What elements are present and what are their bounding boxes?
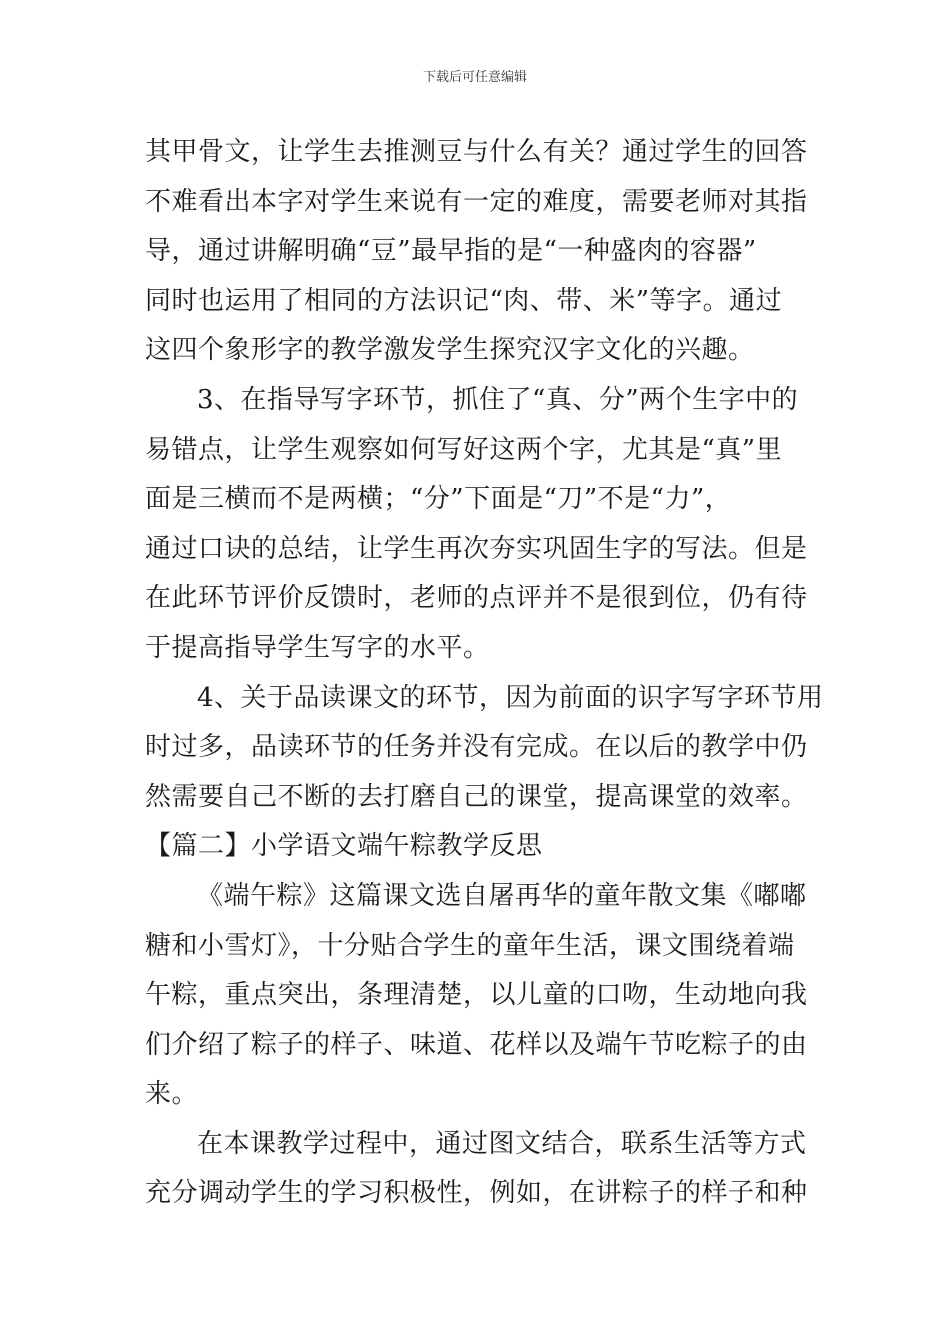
text-line: 同时也运用了相同的方法识记“肉、带、米”等字。通过	[145, 285, 783, 316]
text-line: 【篇二】小学语文端午粽教学反思	[145, 831, 543, 862]
text-line: 于提高指导学生写字的水平。	[145, 632, 490, 663]
text-line: 通过口诀的总结，让学生再次夯实巩固生字的写法。但是	[145, 533, 808, 564]
text-line: 然需要自己不断的去打磨自己的课堂，提高课堂的效率。	[145, 781, 808, 812]
text-line: 充分调动学生的学习积极性，例如，在讲粽子的样子和种	[145, 1178, 808, 1209]
text-line: 易错点，让学生观察如何写好这两个字，尤其是“真”里	[145, 434, 783, 465]
text-line: 《端午粽》这篇课文选自屠再华的童年散文集《嘟嘟	[197, 880, 807, 911]
text-line: 时过多，品读环节的任务并没有完成。在以后的教学中仍	[145, 732, 808, 763]
text-line: 来。	[145, 1079, 199, 1110]
text-line: 在本课教学过程中，通过图文结合，联系生活等方式	[197, 1128, 807, 1159]
text-line: 面是三横而不是两横；“分”下面是“刀”不是“力”，	[145, 484, 732, 515]
text-line: 午粽，重点突出，条理清楚，以儿童的口吻，生动地向我	[145, 980, 808, 1011]
text-line: 们介绍了粽子的样子、味道、花样以及端午节吃粽子的由	[145, 1029, 808, 1060]
page-header: 下载后可任意编辑	[422, 70, 527, 85]
text-line: 其甲骨文，让学生去推测豆与什么有关？通过学生的回答	[145, 137, 808, 167]
text-line: 导，通过讲解明确“豆”最早指的是“一种盛肉的容器”	[145, 236, 757, 267]
text-line: 糖和小雪灯》，十分贴合学生的童年生活，课文围绕着端	[145, 930, 795, 961]
text-line: 不难看出本字对学生来说有一定的难度，需要老师对其指	[145, 186, 808, 217]
text-line: 这四个象形字的教学激发学生探究汉字文化的兴趣。	[145, 335, 755, 366]
text-line: 在此环节评价反馈时，老师的点评并不是很到位，仍有待	[145, 583, 808, 614]
document-body	[145, 128, 824, 1219]
text-line: 3、在指导写字环节，抓住了“真、分”两个生字中的	[197, 384, 799, 415]
text-line: 4、关于品读课文的环节，因为前面的识字写字环节用	[197, 682, 824, 713]
